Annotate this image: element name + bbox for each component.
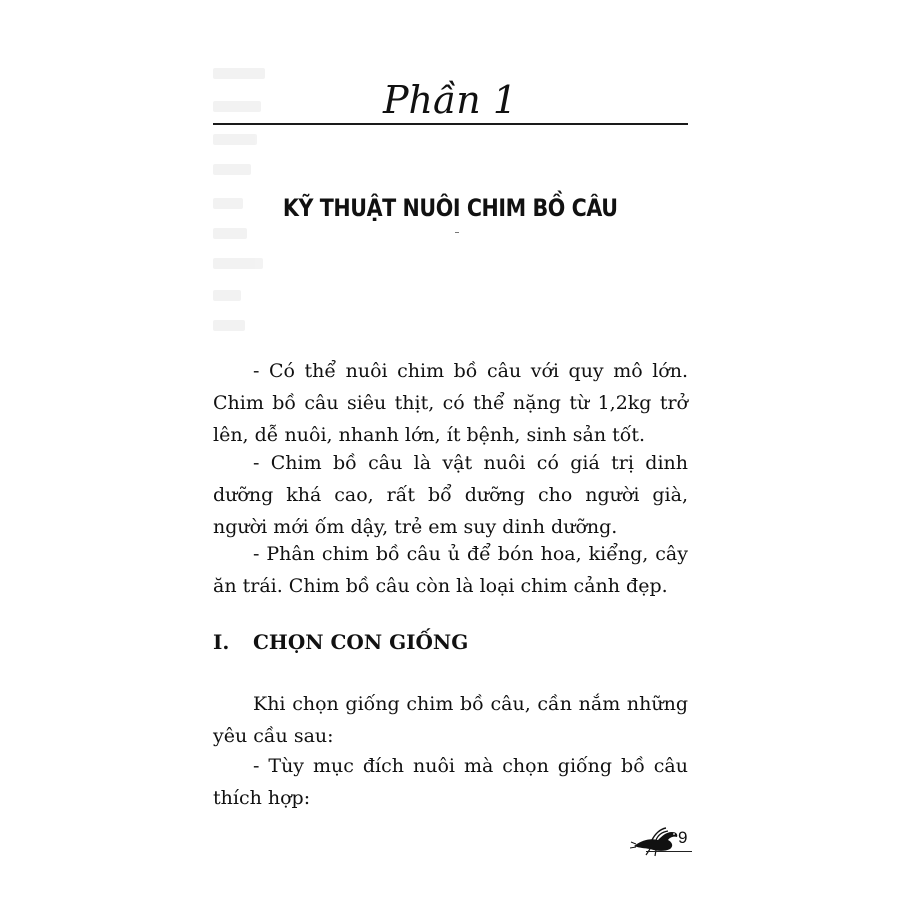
section-number: I. <box>213 630 230 654</box>
print-speck <box>455 232 459 233</box>
part-heading: Phần 1 <box>382 78 518 122</box>
section-paragraph-2: - Tùy mục đích nuôi mà chọn giống bồ câu thích hợp: <box>213 755 688 809</box>
section-title: CHỌN CON GIỐNG <box>253 630 469 654</box>
page-number: 9 <box>678 828 688 847</box>
section-paragraph-1: Khi chọn giống chim bồ câu, cần nắm những yêu cầu sau: <box>213 693 688 747</box>
header-rule <box>213 123 688 125</box>
footer-rule <box>646 851 692 852</box>
section-heading <box>213 626 688 658</box>
intro-paragraph-2: - Chim bồ câu là vật nuôi có giá trị dinh dưỡng khá cao, rất bổ dưỡng cho người già, người mới ốm dậy, trẻ em suy dinh dưỡng. <box>213 452 688 538</box>
intro-paragraph-3: - Phân chim bồ câu ủ để bón hoa, kiểng, cây ăn trái. Chim bồ câu còn là loại chim cảnh đẹp. <box>213 543 688 597</box>
chapter-title: KỸ THUẬT NUÔI CHIM BỒ CÂU <box>282 194 618 222</box>
intro-paragraph-1: - Có thể nuôi chim bồ câu với quy mô lớn. Chim bồ câu siêu thịt, có thể nặng từ 1,2kg trở lên, dễ nuôi, nhanh lớn, ít bệnh, sinh sản tốt. <box>213 360 688 446</box>
